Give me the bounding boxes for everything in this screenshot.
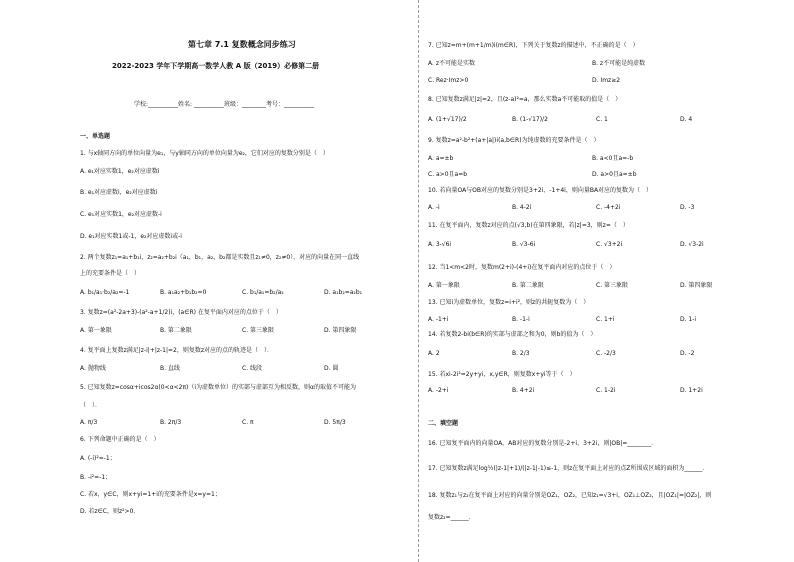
q1-option-b: B. e₁对应虚数i，e₂对应虚数i	[80, 189, 158, 196]
q6-option-d: D. 若z∈C，则z²>0．	[80, 508, 140, 515]
q15-option-d: D. 1+2i	[680, 387, 703, 394]
q7-option-d: D. Imz≥2	[592, 77, 621, 84]
q11-option-a: A. 3-√6i	[428, 241, 452, 248]
q15-option-b: B. 4+2i	[512, 387, 535, 394]
q14-option-a: A. 2	[428, 350, 440, 357]
q14-option-c: C. -2/3	[596, 350, 616, 357]
q10-options	[428, 204, 750, 212]
q8-option-c: C. 1	[596, 116, 608, 123]
q9-option-a: A. a=±b	[428, 155, 454, 162]
question-9: 9. 复数z=a²-b²+(a+|a|)i(a,b∈R)为纯虚数的充要条件是（ ）	[428, 137, 600, 144]
q15-option-c: C. 1-2i	[596, 387, 616, 394]
q5-option-c: C. π	[242, 419, 254, 426]
q4-option-b: B. 直线	[160, 365, 180, 372]
q14-option-d: D. -2	[680, 350, 695, 357]
section-fill-blank: 二、填空题	[428, 420, 459, 427]
q6-option-c: C. 若x，y∈C，则x+yi=1+i的充要条件是x=y=1；	[80, 491, 221, 498]
question-15: 15. 若xi-2i²=2y+yi，x,y∈R，则复数x+yi等于（ ）	[428, 371, 576, 378]
q7-option-a: A. z不可能是实数	[428, 60, 475, 67]
q10-option-b: B. 4-2i	[512, 204, 532, 211]
q1-option-c: C. e₁对应实数1，e₂对应虚数-i	[80, 211, 162, 218]
question-5-line1: 5. 已知复数z=cosα+icos2α(0<α<2π)（i为虚数单位）的实部与虚部互为相反数，则α的取值不可能为	[80, 384, 356, 391]
question-14: 14. 若复数2-bi(b∈R)的实部与虚部之和为0，则b的值为（ ）	[428, 331, 597, 338]
q13-option-a: A. -1+i	[428, 316, 449, 323]
q12-option-a: A. 第一象限	[428, 282, 460, 289]
q2-option-b: B. a₁a₂+b₁b₂=0	[160, 289, 207, 296]
q10-option-d: D. -3	[680, 204, 695, 211]
q1-option-a: A. e₁对应实数1，e₂对应虚数i	[80, 168, 160, 175]
q15-options	[428, 387, 750, 395]
q4-options	[80, 365, 404, 373]
question-12: 12. 当1<m<2时，复数m(2+i)-(4+i)在复平面内对应的点位于（ ）	[428, 264, 616, 271]
right-column	[422, 0, 767, 562]
q7-option-b: B. z不可能是纯虚数	[592, 60, 646, 67]
q11-option-c: C. √3+2i	[596, 241, 623, 248]
q8-option-d: D. 4	[680, 116, 693, 123]
q2-option-a: A. b₁/a₁·b₂/a₂=-1	[80, 289, 130, 296]
q11-options	[428, 241, 750, 249]
q9-option-d: D. a>0且a=±b	[592, 171, 637, 178]
q3-options	[80, 327, 404, 335]
student-info-line: 学校:__________姓名: __________班级：________考号：__________	[134, 101, 314, 108]
q11-option-b: B. √3-6i	[512, 241, 536, 248]
q2-option-d: D. a₁b₂=a₂b₁	[324, 289, 363, 296]
q9-option-b: B. a<0且a=-b	[592, 155, 634, 162]
q12-option-d: D. 第四象限	[680, 282, 713, 289]
q12-option-b: B. 第二象限	[512, 282, 544, 289]
q7-option-c: C. Rez·Imz>0	[428, 77, 469, 84]
q13-option-b: B. -1-i	[512, 316, 530, 323]
q10-option-c: C. -4+2i	[596, 204, 621, 211]
q5-options	[80, 419, 404, 427]
q13-options	[428, 316, 750, 324]
q15-option-a: A. -2+i	[428, 387, 449, 394]
q5-option-a: A. π/3	[80, 419, 98, 426]
q4-option-d: D. 圆	[324, 365, 339, 372]
q14-option-b: B. 2/3	[512, 350, 530, 357]
q10-option-a: A. -i	[428, 204, 440, 211]
question-3: 3. 复数z=(a²-2a+3)-(a²-a+1/2)i，(a∈R) 在复平面内对应的点位于（ ）	[80, 309, 282, 316]
page-subtitle: 2022-2023 学年下学期高一数学人教 A 版（2019）必修第二册	[112, 62, 320, 70]
q8-option-a: A. (1+√17)/2	[428, 116, 467, 123]
question-8: 8. 已知复数z满足|z|=2，且(z-a)²=a，那么实数a不可能取的值是（ ）	[428, 96, 622, 103]
q4-option-c: C. 线段	[242, 365, 263, 372]
q12-options	[428, 282, 750, 290]
question-18-line1: 18. 复数z₁与z₂在复平面上对应的向量分别是OZ₁，OZ₂，已知z₁=√3+i，OZ₁⊥OZ₂，且|OZ₁|=|OZ₂|，则	[428, 492, 712, 499]
question-17: 17. 已知复数z满足log½(|z-1|+1)/(|z-1|-1)≤-1，则z在复平面上对应的点Z所围成区域的面积为______．	[428, 465, 709, 472]
q13-option-c: C. 1+i	[596, 316, 615, 323]
q6-option-b: B. -i²=-1；	[80, 474, 112, 481]
question-16: 16. 已知复平面内的向量OA，AB对应的复数分别是-2+i，3+2i，则|OB|=________．	[428, 440, 658, 447]
q9-option-c: C. a>0且a=b	[428, 171, 468, 178]
question-1: 1. 与x轴同方向的单位向量为e₁，与y轴同方向的单位向量为e₂，它们对应的复数分别是（ ）	[80, 150, 329, 157]
question-11: 11. 在复平面内，复数z对应的点(√3,b)在第四象限，若|z|=3，则z=（ ）	[428, 222, 629, 229]
question-5-line2: （ ）．	[80, 402, 102, 409]
q3-option-d: D. 第四象限	[324, 327, 357, 334]
q2-options	[80, 289, 404, 297]
q3-option-c: C. 第三象限	[242, 327, 275, 334]
q2-option-c: C. b₁/a₁=b₂/a₂	[242, 289, 284, 296]
q11-option-d: D. √3-2i	[680, 241, 704, 248]
q5-option-d: D. 5π/3	[324, 419, 346, 426]
q6-option-a: A. (-i)²=-1；	[80, 455, 116, 462]
question-2-line1: 2. 两个复数z₁=a₁+b₁i，z₂=a₂+b₂i（a₁，b₁，a₂，b₂都是实数且z₁≠0，z₂≠0），对应的向量在同一直线	[80, 254, 360, 261]
question-6: 6. 下列命题中正确的是（ ）	[80, 436, 160, 443]
question-4: 4. 复平面上复数z满足|z-i|+|z-1|=2，则复数z对应的点的轨迹是（ ）．	[80, 347, 274, 354]
q4-option-a: A. 抛物线	[80, 365, 106, 372]
q13-option-d: D. 1-i	[680, 316, 697, 323]
question-10: 10. 若向量OA与OB对应的复数分别是3+2i、-1+4i，则向量BA对应的复数为（ ）	[428, 187, 653, 194]
question-2-line2: 上的充要条件是（ ）	[80, 270, 141, 277]
section-single-choice: 一、单选题	[80, 133, 111, 140]
q5-option-b: B. 2π/3	[160, 419, 182, 426]
column-divider	[418, 0, 419, 562]
q14-options	[428, 350, 750, 358]
q8-options	[428, 116, 750, 124]
question-7: 7. 已知z=m+(m+1/m)i(m∈R)，下列关于复数z的描述中，不正确的是（ ）	[428, 42, 639, 49]
left-column	[70, 0, 415, 562]
question-18-line2: 复数z₂=______．	[428, 514, 475, 521]
q1-option-d: D. e₁对应实数1或-1，e₂对应虚数i或-i	[80, 233, 182, 240]
q8-option-b: B. (1-√17)/2	[512, 116, 548, 123]
q3-option-a: A. 第一象限	[80, 327, 112, 334]
q3-option-b: B. 第二象限	[160, 327, 192, 334]
question-13: 13. 已知i为虚数单位，复数z=i+i²，则z的共轭复数为（ ）	[428, 299, 590, 306]
q12-option-c: C. 第三象限	[596, 282, 629, 289]
page-title: 第七章 7.1 复数概念同步练习	[188, 40, 296, 49]
